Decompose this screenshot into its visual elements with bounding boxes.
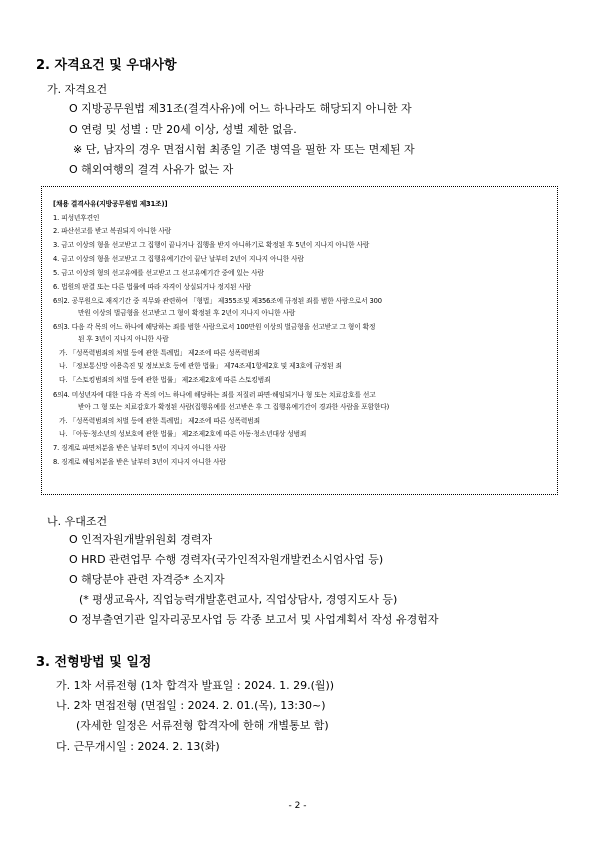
disqualification-line: 5. 금고 이상의 형의 선고유예를 선고받고 그 선고유예기간 중에 있는 사람 [53,269,264,277]
disqualification-line: 만원 이상의 벌금형을 선고받고 그 형이 확정된 후 2년이 지나지 아니한 사람 [78,309,296,317]
preference-item: O 정부출연기관 일자리공모사업 등 각종 보고서 및 사업계획서 작성 유경험자 [69,613,439,626]
qualification-note: ※ 단, 남자의 경우 면접시험 최종일 기준 병역을 필한 자 또는 면제된 자 [73,143,415,156]
preference-item: O 인적자원개발위원회 경력자 [69,533,213,546]
disqualification-box [41,186,558,495]
section-2-heading: 2. 자격요건 및 우대사항 [36,58,177,73]
schedule-item: 다. 근무개시일 : 2024. 2. 13(화) [56,740,220,753]
disqualification-line: 나. 「아동·청소년의 성보호에 관한 법률」 제2조제2호에 따른 아동·청소년대상 성범죄 [59,430,307,438]
disqualification-line: 2. 파산선고를 받고 복권되지 아니한 사람 [53,227,172,235]
preference-item: O HRD 관련업무 수행 경력자(국가인적자원개발컨소시엄사업 등) [69,553,384,566]
schedule-item: 가. 1차 서류전형 (1차 합격자 발표일 : 2024. 1. 29.(월)) [56,679,335,692]
disqualification-title: [채용 결격사유(지방공무원법 제31조)] [53,200,168,208]
page-number: - 2 - [288,801,307,811]
disqualification-line: 4. 금고 이상의 형을 선고받고 그 집행유예기간이 끝난 날부터 2년이 지나지 아니한 사람 [53,255,304,263]
disqualification-line: 6. 법원의 판결 또는 다른 법률에 따라 자격이 상실되거나 정지된 사람 [53,283,252,291]
preference-item: O 해당분야 관련 자격증* 소지자 [69,573,225,586]
preference-note: (* 평생교육사, 직업능력개발훈련교사, 직업상담사, 경영지도사 등) [79,593,398,606]
preferences-label: 나. 우대조건 [47,515,108,528]
section-3-heading: 3. 전형방법 및 일정 [36,655,152,670]
disqualification-line: 나. 「정보통신망 이용촉진 및 정보보호 등에 관한 법률」 제74조제1항제2호 및 제3호에 규정된 죄 [59,362,342,370]
qualification-item: O 연령 및 성별 : 만 20세 이상, 성별 제한 없음. [69,123,297,136]
disqualification-line: 가. 「성폭력범죄의 처벌 등에 관한 특례법」 제2조에 따른 성폭력범죄 [59,417,260,425]
disqualification-line: 6의4. 미성년자에 대한 다음 각 목의 어느 하나에 해당하는 죄를 저질러 파면·해임되거나 형 또는 치료감호를 선고 [53,391,376,399]
disqualification-line: 7. 징계로 파면처분을 받은 날부터 5년이 지나지 아니한 사람 [53,444,226,452]
qualification-item: O 지방공무원법 제31조(결격사유)에 어느 하나라도 해당되지 아니한 자 [69,102,412,115]
disqualification-line: 받아 그 형 또는 치료감호가 확정된 사람(집행유예를 선고받은 후 그 집행유예기간이 경과한 사람을 포함한다) [78,403,390,411]
disqualification-line: 8. 징계로 해임처분을 받은 날부터 3년이 지나지 아니한 사람 [53,458,226,466]
schedule-note: (자세한 일정은 서류전형 합격자에 한해 개별통보 함) [76,719,329,732]
disqualification-line: 다. 「스토킹범죄의 처벌 등에 관한 법률」 제2조제2호에 따른 스토킹범죄 [59,376,271,384]
schedule-item: 나. 2차 면접전형 (면접일 : 2024. 2. 01.(목), 13:30~) [56,699,326,712]
qualifications-label: 가. 자격요건 [47,83,108,96]
disqualification-line: 된 후 3년이 지나지 아니한 사람 [78,335,169,343]
qualification-item: O 해외여행의 결격 사유가 없는 자 [69,163,234,176]
disqualification-line: 가. 「성폭력범죄의 처벌 등에 관한 특례법」 제2조에 따른 성폭력범죄 [59,349,260,357]
disqualification-line: 6의2. 공무원으로 재직기간 중 직무와 관련하여 「형법」 제355조및 제356조에 규정된 죄를 범한 사람으로서 300 [53,297,382,305]
disqualification-line: 3. 금고 이상의 형을 선고받고 그 집행이 끝나거나 집행을 받지 아니하기로 확정된 후 5년이 지나지 아니한 사람 [53,241,370,249]
disqualification-line: 6의3. 다음 각 목의 어느 하나에 해당하는 죄를 범한 사람으로서 100만원 이상의 벌금형을 선고받고 그 형이 확정 [53,323,376,331]
disqualification-line: 1. 피성년후견인 [53,214,100,222]
